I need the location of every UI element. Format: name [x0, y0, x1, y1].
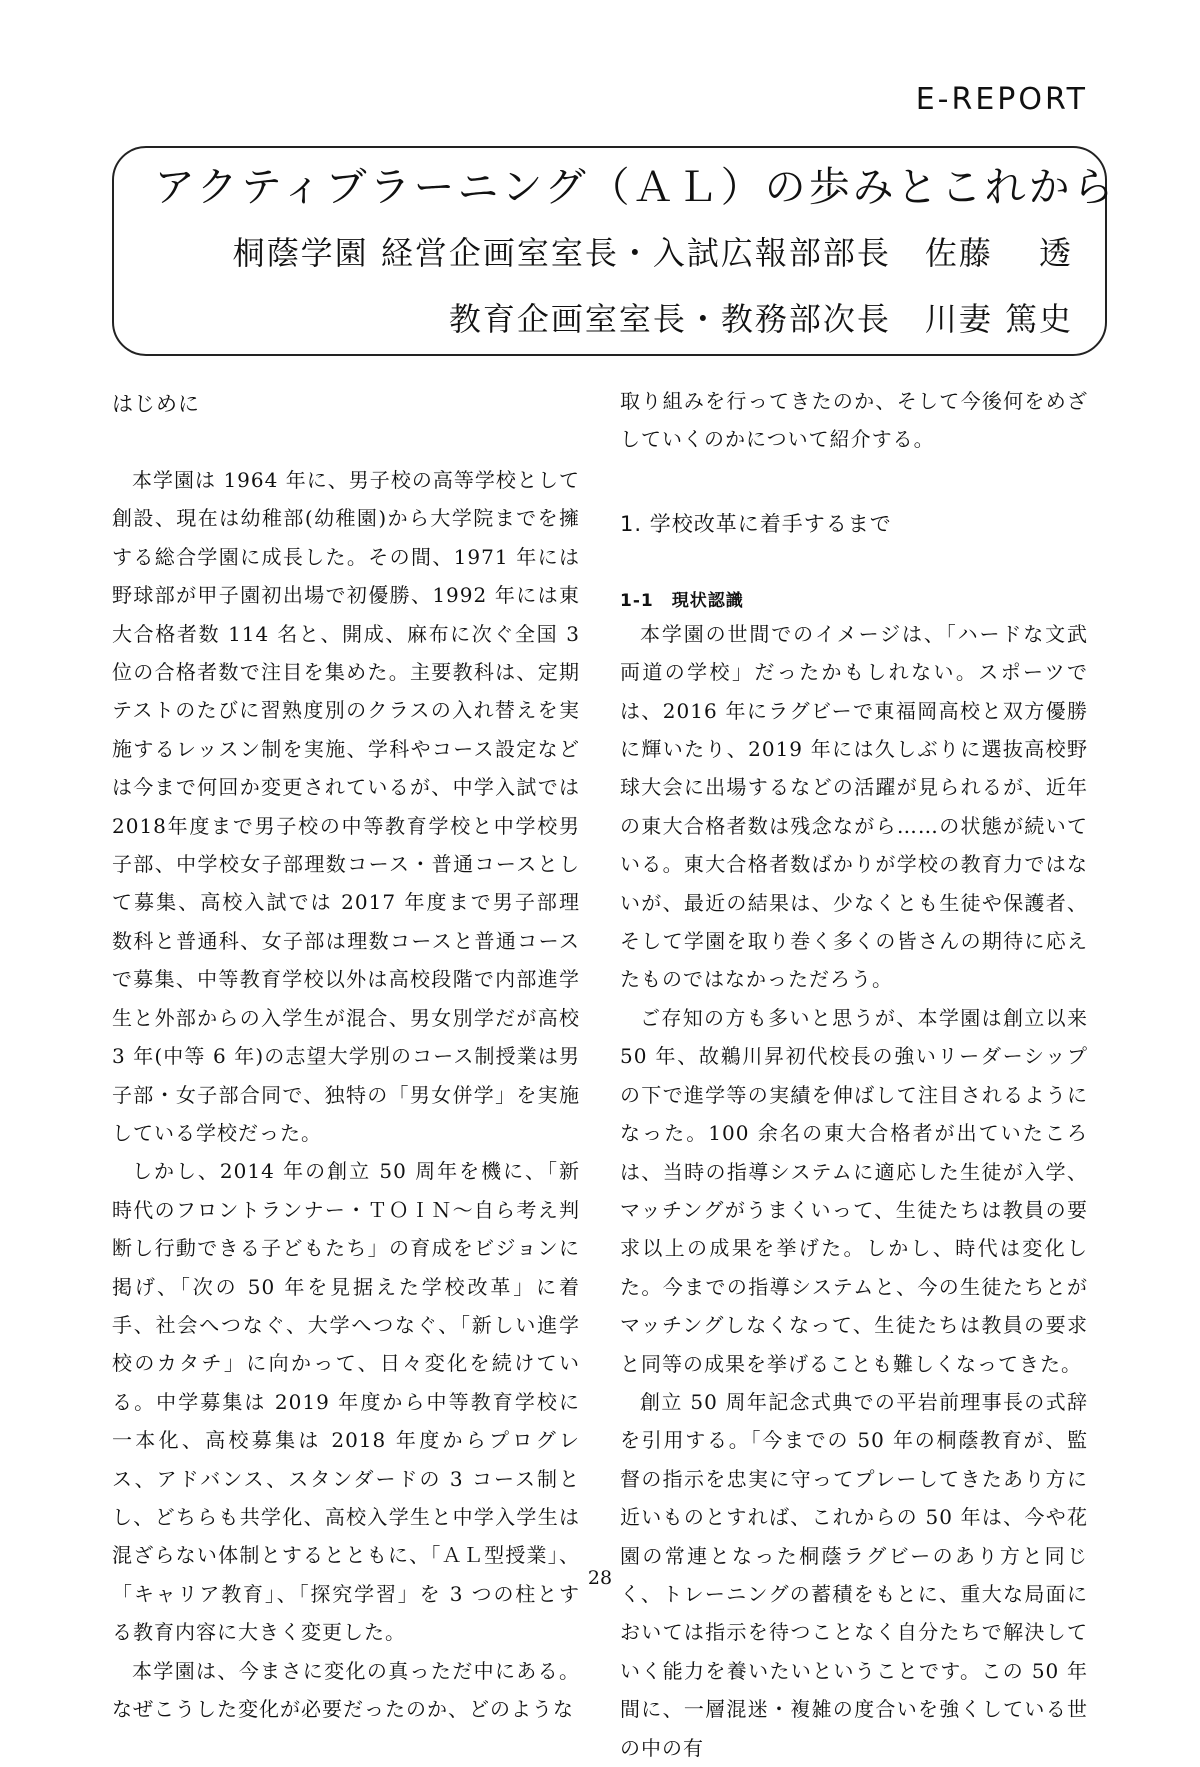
paragraph-continuation: 取り組みを行ってきたのか、そして今後何をめざしていくのかについて紹介する。 [620, 389, 1088, 452]
page-number: 28 [587, 1567, 613, 1589]
intro-heading: はじめに [112, 392, 200, 416]
paragraph: 創立 50 周年記念式典での平岩前理事長の式辞を引用する。「今までの 50 年の桐蔭教育が、監督の指示を忠実に守ってプレーしてきたあり方に近いものとすれば、これからの 50 年は、今や花園の常連となった桐蔭ラグビーのあり方と同じく、トレーニングの蓄積をもとに、重大な局面においては指示を待つことなく自分たちで解決していく能力を養いたいということです。この 50 年間に、一層混迷・複雑の度合いを強くしている世の中の有 [620, 1389, 1088, 1760]
title-box [112, 146, 1117, 356]
author-line-1: 桐蔭学園 経営企画室室長・入試広報部部長 佐藤 透 [232, 234, 1073, 272]
author-line-2: 教育企画室室長・教務部次長 川妻 篤史 [448, 300, 1073, 338]
paragraph: しかし、2014 年の創立 50 周年を機に、「新時代のフロントランナー・ＴＯＩＮ～自ら考え判断し行動できる子どもたち」の育成をビジョンに掲げ、「次の 50 年を見据えた学校改革」に着手、社会へつなぐ、大学へつなぐ、「新しい進学校のカタチ」に向かって、日々変化を続けている。中学募集は 2019 年度から中等教育学校に一本化、高校募集は 2018 年度からプログレス、アドバンス、スタンダードの 3 コース制とし、どちらも共学化、高校入学生と中学入学生は混ざらない体制とするとともに、「ＡＬ型授業」、「キャリア教育」、「探究学習」を 3 つの柱とする教育内容に大きく変更した。 [112, 1159, 580, 1645]
paragraph: 本学園は、今まさに変化の真っただ中にある。なぜこうした変化が必要だったのか、どのような [112, 1658, 580, 1721]
article-title: アクティブラーニング（ＡＬ）の歩みとこれから [154, 163, 1117, 211]
subsection-heading: 1-1 現状認識 [620, 590, 744, 611]
report-label: E-REPORT [915, 82, 1088, 117]
section-heading: 1. 学校改革に着手するまで [620, 511, 892, 536]
paragraph: ご存知の方も多いと思うが、本学園は創立以来 50 年、故鵜川昇初代校長の強いリーダーシップの下で進学等の実績を伸ばして注目されるようになった。100 余名の東大合格者が出ていたころは、当時の指導システムに適応した生徒が入学、マッチングがうまくいって、生徒たちは教員の要求以上の成果を挙げた。しかし、時代は変化した。今までの指導システムと、今の生徒たちとがマッチングしなくなって、生徒たちは教員の要求と同等の成果を挙げることも難しくなってきた。 [620, 1005, 1088, 1376]
right-column [620, 382, 1088, 1767]
left-column [112, 385, 580, 1728]
paragraph: 本学園は 1964 年に、男子校の高等学校として創設、現在は幼稚部(幼稚園)から大学院までを擁する総合学園に成長した。その間、1971 年には野球部が甲子園初出場で初優勝、1992 年には東大合格者数 114 名と、開成、麻布に次ぐ全国 3 位の合格者数で注目を集めた。主要教科は、定期テストのたびに習熟度別のクラスの入れ替えを実施するレッスン制を実施、学科やコース設定などは今まで何回か変更されているが、中学入試では2018年度まで男子校の中等教育学校と中学校男子部、中学校女子部理数コース・普通コースとして募集、高校入試では 2017 年度まで男子部理数科と普通科、女子部は理数コースと普通コースで募集、中等教育学校以外は高校段階で内部進学生と外部からの入学生が混合、男女別学だが高校 3 年(中等 6 年)の志望大学別のコース制授業は男子部・女子部合同で、独特の「男女併学」を実施している学校だった。 [112, 468, 580, 1145]
paragraph: 本学園の世間でのイメージは、「ハードな文武両道の学校」だったかもしれない。スポーツでは、2016 年にラグビーで東福岡高校と双方優勝に輝いたり、2019 年には久しぶりに選抜高校野球大会に出場するなどの活躍が見られるが、近年の東大合格者数は残念ながら……の状態が続いている。東大合格者数ばかりが学校の教育力ではないが、最近の結果は、少なくとも生徒や保護者、そして学園を取り巻く多くの皆さんの期待に応えたものではなかっただろう。 [620, 621, 1088, 992]
